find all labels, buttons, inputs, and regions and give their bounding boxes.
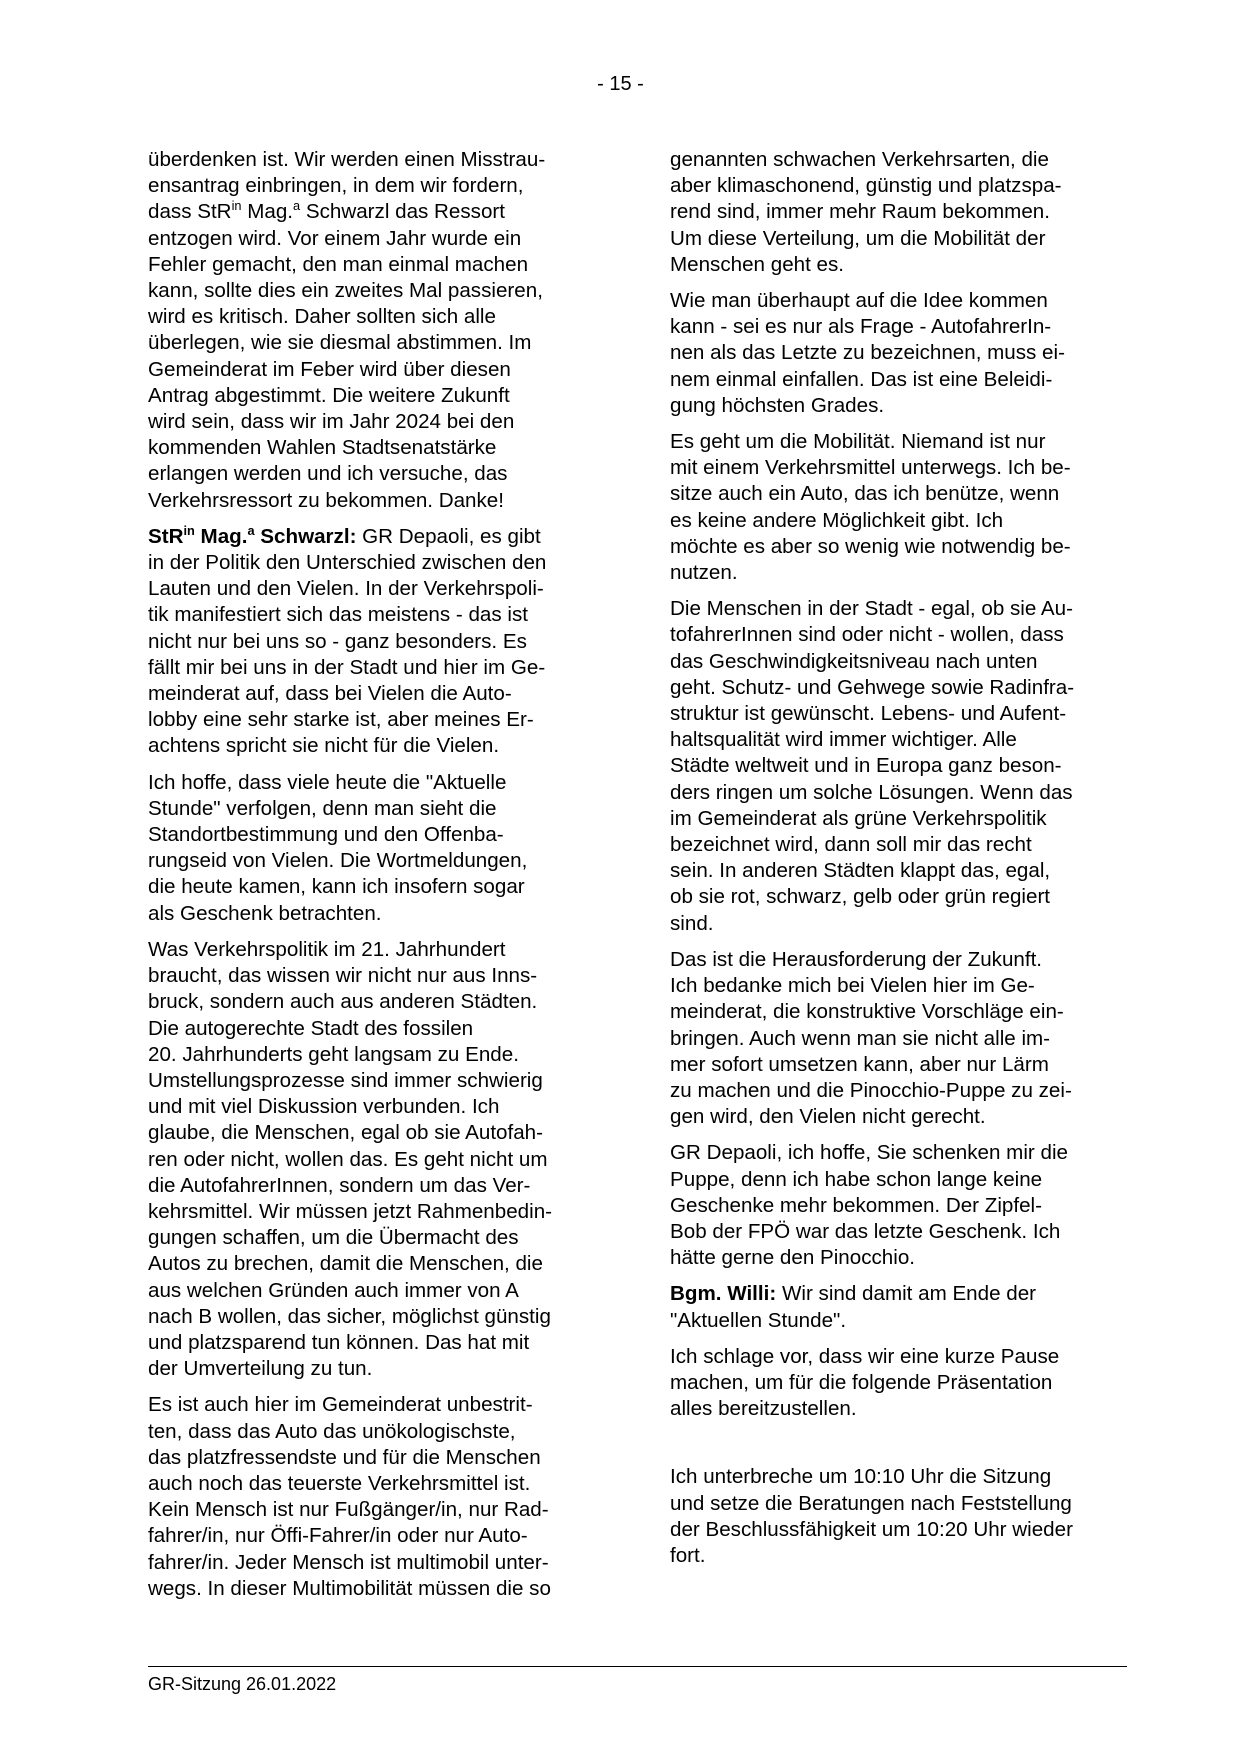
footer-divider — [148, 1666, 1127, 1667]
paragraph: Ich unterbreche um 10:10 Uhr die Sitzung und setze die Beratungen nach Feststellung der Beschlussfähigkeit um 10:20 Uhr wieder fort. — [670, 1465, 1073, 1567]
paragraph: Was Verkehrspolitik im 21. Jahrhundert braucht, das wissen wir nicht nur aus Inns- bruck, sondern auch aus anderen Städten. Die autogerechte Stadt des fossilen 20. Jahrhunderts geht langsam zu Ende. Umstellungsprozesse sind immer schwierig und mit viel Diskussion verbunden. Ich glaube, die Menschen, egal ob sie Autofah- ren oder nicht, wollen das. Es geht nicht um die AutofahrerInnen, sondern um das Ver- kehrsmittel. Wir müssen jetzt Rahmenbedin- gungen schaffen, um die Übermacht des Autos zu brechen, damit die Menschen, die aus welchen Gründen auch immer von A nach B wollen, das sicher, möglichst günstig und platzsparend tun können. Das hat mit der Umverteilung zu tun. — [148, 937, 553, 1381]
paragraph: Ich schlage vor, dass wir eine kurze Pause machen, um für die folgende Präsentation alles bereitzustellen. — [670, 1344, 1060, 1421]
page-number: - 15 - — [597, 73, 644, 95]
footer-session-date: GR-Sitzung 26.01.2022 — [148, 1674, 337, 1694]
paragraph: GR Depaoli, ich hoffe, Sie schenken mir die Puppe, denn ich habe schon lange keine Geschenke mehr bekommen. Der Zipfel- Bob der FPÖ war das letzte Geschenk. Ich hätte gerne den Pinocchio. — [670, 1141, 1068, 1270]
paragraph: Die Menschen in der Stadt - egal, ob sie Au- tofahrerInnen sind oder nicht - wollen, dass das Geschwindigkeitsniveau nach unten geht. Schutz- und Gehwege sowie Radinfra- struktur ist gewünscht. Lebens- und Aufent- haltsqualität wird immer wichtiger. Alle Städte weltweit und in Europa ganz beson- ders ringen um solche Lösungen. Wenn das im Gemeinderat als grüne Verkehrspolitik bezeichnet wird, dann soll mir das recht sein. In anderen Städten klappt das, egal, ob sie rot, schwarz, gelb oder grün regiert sind. — [670, 597, 1075, 935]
paragraph: Das ist die Herausforderung der Zukunft. Ich bedanke mich bei Vielen hier im Ge- meinderat, die konstruktive Vorschläge ein- bringen. Auch wenn man sie nicht alle im- mer sofort umsetzen kann, aber nur Lärm zu machen und die Pinocchio-Puppe zu zei- gen wird, den Vielen nicht gerecht. — [670, 947, 1072, 1129]
paragraph: Es geht um die Mobilität. Niemand ist nur mit einem Verkehrsmittel unterwegs. Ich be- sitze auch ein Auto, das ich benütze, wenn es keine andere Möglichkeit gibt. Ich möchte es aber so wenig wie notwendig be- nutzen. — [670, 430, 1071, 585]
speaker-name: StR$^{in}$ Mag.$^a$ Schwarzl: — [148, 522, 357, 548]
left-column — [148, 147, 608, 1612]
paragraph: Bgm. Willi: Wir sind damit am Ende der "Aktuellen Stunde". — [670, 1282, 1037, 1332]
right-column — [670, 147, 1130, 1579]
paragraph: Wie man überhaupt auf die Idee kommen kann - sei es nur als Frage - AutofahrerIn- nen als das Letzte zu bezeichnen, muss ei- nem einmal einfallen. Das ist eine Beleidi- gung höchsten Grades. — [670, 289, 1065, 417]
speaker-name: Bgm. Willi: — [670, 1282, 777, 1306]
paragraph: StR$^{in}$ Mag.$^a$ Schwarzl: GR Depaoli, es gibt in der Politik den Unterschied zwischen den Lauten und den Vielen. In der Verkehrspoli- tik manifestiert sich das meistens - das ist nicht nur bei uns so - ganz besonders. Es fällt mir bei uns in der Stadt und hier im Ge- meinderat auf, dass bei Vielen die Auto- lobby eine sehr starke ist, aber meines Er- achtens spricht sie nicht für die Vielen. — [148, 522, 547, 758]
paragraph: überdenken ist. Wir werden einen Misstrau- ensantrag einbringen, in dem wir fordern, dass StR$^{in}$ Mag.$^a$ Schwarzl das Ressort entzogen wird. Vor einem Jahr wurde ein Fehler gemacht, den man einmal machen kann, sollte dies ein zweites Mal passieren, wird es kritisch. Daher sollten sich alle überlegen, wie sie diesmal abstimmen. Im Gemeinderat im Feber wird über diesen Antrag abgestimmt. Die weitere Zukunft wird sein, dass wir im Jahr 2024 bei den kommenden Wahlen Stadtsenatstärke erlangen werden und ich versuche, das Verkehrsressort zu bekommen. Danke! — [148, 148, 546, 512]
paragraph: Ich hoffe, dass viele heute die "Aktuelle Stunde" verfolgen, denn man sieht die Standortbestimmung und den Offenba- rungseid von Vielen. Die Wortmeldungen, die heute kamen, kann ich insofern sogar als Geschenk betrachten. — [148, 770, 528, 925]
paragraph: Es ist auch hier im Gemeinderat unbestrit- ten, dass das Auto das unökologischste, das platzfressendste und für die Menschen auch noch das teuerste Verkehrsmittel ist. Kein Mensch ist nur Fußgänger/in, nur Rad- fahrer/in, nur Öffi-Fahrer/in oder nur Auto- fahrer/in. Jeder Mensch ist multimobil unter- wegs. In dieser Multimobilität müssen die so — [148, 1393, 551, 1600]
paragraph: genannten schwachen Verkehrsarten, die aber klimaschonend, günstig und platzspa- rend sind, immer mehr Raum bekommen. Um diese Verteilung, um die Mobilität der Menschen geht es. — [670, 148, 1062, 276]
